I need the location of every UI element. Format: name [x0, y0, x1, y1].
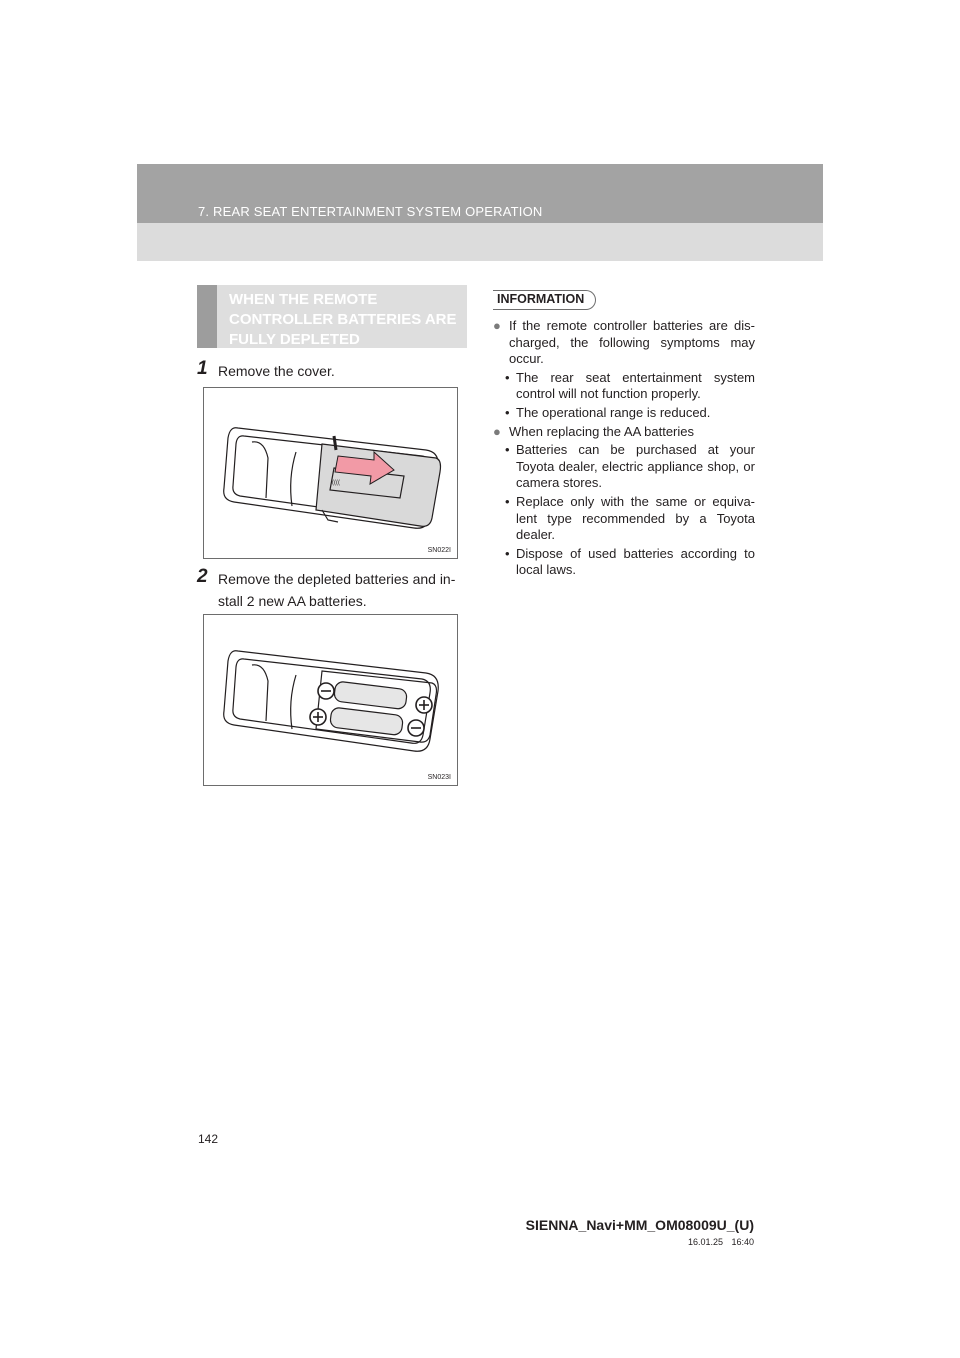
bullet-text: When replacing the AA batteries [509, 423, 695, 439]
information-body [493, 318, 755, 581]
page-header-bar [137, 164, 823, 223]
bullet-icon: ● [493, 318, 501, 333]
info-subitem [493, 546, 755, 579]
subitem-text: Batteries can be purchased at your Toyota dealer, electric appliance shop, or camera stores. [516, 442, 755, 491]
svg-text:((((: (((( [332, 480, 340, 486]
section-heading-bar [197, 285, 217, 348]
info-subitem [493, 370, 755, 403]
bullet-icon: ● [493, 423, 501, 439]
information-tag [493, 290, 596, 310]
information-label: INFORMATION [497, 292, 585, 306]
sub-bullet-icon: • [505, 442, 510, 458]
step-number: 2 [197, 566, 208, 587]
info-subitem [493, 405, 755, 422]
info-bullet [493, 424, 755, 441]
step-number: 1 [197, 358, 208, 379]
subitem-text: The rear seat entertainment system control will not function properly. [516, 369, 755, 402]
info-subitem [493, 494, 755, 544]
step-1 [197, 360, 477, 382]
bullet-text: If the remote controller batteries are dis-charged, the following symptoms may occur. [509, 318, 755, 367]
subitem-text: Replace only with the same or equiva-lent type recommended by a Toyota dealer. [516, 493, 755, 543]
remote-cover-illustration [204, 388, 457, 558]
step-2 [197, 568, 477, 612]
step-text: Remove the cover. [218, 363, 335, 379]
sub-bullet-icon: • [505, 404, 510, 420]
page-number: 142 [198, 1132, 219, 1146]
page-header [137, 164, 823, 261]
chapter-title: 7. REAR SEAT ENTERTAINMENT SYSTEM OPERATION [198, 204, 543, 219]
figure-code: SN023I [427, 774, 451, 781]
figure-remove-cover [203, 387, 458, 559]
info-bullet [493, 318, 755, 368]
subitem-text: Dispose of used batteries according to local laws. [516, 545, 755, 578]
sub-bullet-icon: • [505, 493, 510, 509]
document-code: SIENNA_Navi+MM_OM08009U_(U) [525, 1217, 754, 1233]
battery-compartment-illustration [204, 615, 457, 785]
sub-bullet-icon: • [505, 369, 510, 385]
info-subitem [493, 442, 755, 492]
sub-bullet-icon: • [505, 545, 510, 561]
subitem-text: The operational range is reduced. [516, 404, 711, 420]
document-timestamp: 16.01.25 16:40 [687, 1237, 754, 1247]
figure-install-batteries [203, 614, 458, 786]
section-heading [197, 285, 467, 348]
section-title: WHEN THE REMOTE CONTROLLER BATTERIES ARE FULLY DEPLETED [229, 291, 457, 348]
step-text: Remove the depleted batteries and in-stall 2 new AA batteries. [218, 571, 456, 609]
figure-code: SN022I [427, 547, 451, 554]
